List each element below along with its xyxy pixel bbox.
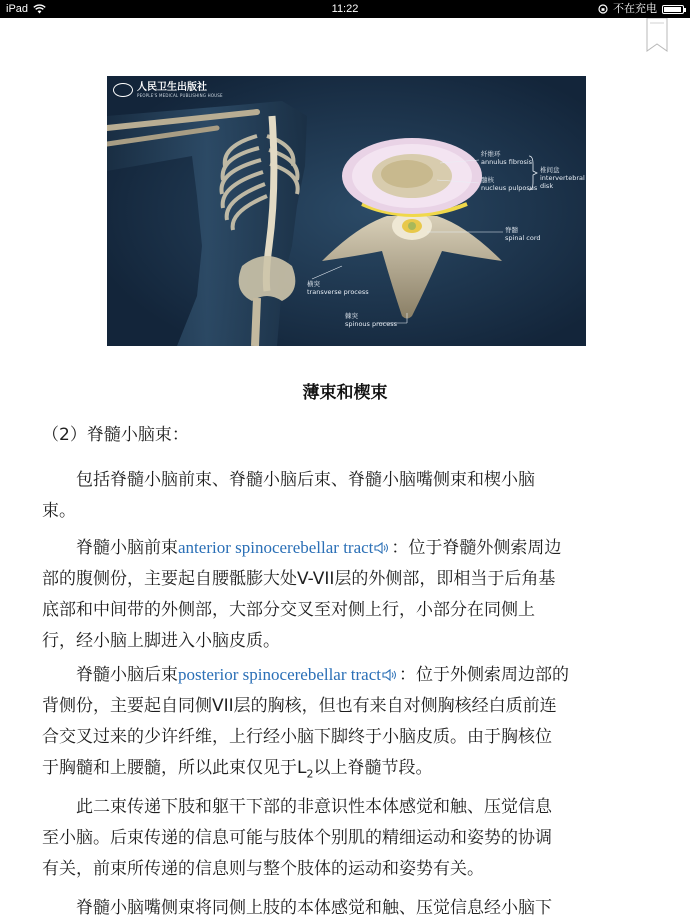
publisher-name-cn: 人民卫生出版社 (137, 82, 207, 93)
paragraph-5: 脊髓小脑嘴侧束将同侧上肢的本体感觉和触、压觉信息经小脑下 (76, 898, 552, 918)
publisher-emblem (113, 83, 133, 97)
speaker-icon[interactable] (382, 669, 398, 681)
paragraph-3: 脊髓小脑后束posterior spinocerebellar tract ：位于外侧索周边部的 背侧份，主要起自同侧VII层的胸核，但也有来自对侧胸核经白质前连 合交叉过来的少许纤维，上行经小脑下脚终于小脑皮质。由于胸核位 于胸髓和上腰髓，所以此束仅见于$L_2$以上脊髓节段。 (42, 665, 569, 781)
label-disk: 椎间盘 intervertebral disk (540, 166, 585, 190)
label-spinous-process: 棘突 spinous process (345, 312, 397, 328)
anatomy-figure[interactable] (107, 76, 586, 346)
clock: 11:22 (331, 3, 359, 15)
figure-caption: 薄束和楔束 (302, 383, 388, 403)
label-annulus: 纤维环 annulus fibrosis (481, 150, 533, 166)
section-heading: （2）脊髓小脑束： (42, 425, 189, 445)
speaker-icon[interactable] (374, 542, 390, 554)
paragraph-4: 此二束传递下肢和躯干下部的非意识性本体感觉和触、压觉信息 至小脑。后束传递的信息可能与肢体个别肌的精细运动和姿势的协调 有关，前束所传递的信息则与整个肢体的运动和姿势有关。 (42, 797, 552, 879)
spine-illustration (107, 76, 586, 346)
label-nucleus: 髓核 nucleus pulposus (481, 176, 538, 192)
publisher-name-en: PEOPLE'S MEDICAL PUBLISHING HOUSE (137, 93, 223, 98)
status-bar (0, 0, 690, 18)
orientation-lock-icon (598, 4, 608, 14)
label-spinal-cord: 脊髓 spinal cord (505, 226, 541, 242)
term-link-anterior[interactable]: anterior spinocerebellar tract (178, 538, 374, 557)
bookmark-icon[interactable] (646, 18, 668, 52)
term-link-posterior[interactable]: posterior spinocerebellar tract (178, 665, 381, 684)
charging-status: 不在充电 (613, 3, 657, 15)
publisher-logo (113, 82, 223, 98)
device-name: iPad (6, 3, 29, 15)
label-transverse-process: 横突 transverse process (307, 280, 369, 296)
battery-icon (662, 5, 684, 14)
paragraph-2: 脊髓小脑前束anterior spinocerebellar tract ：位于脊髓外侧索周边 部的腹侧份，主要起自腰骶膨大处V-VII层的外侧部，即相当于后角基 底部和中间带的外侧部，大部分交叉至对侧上行，小部分在同侧上 行，经小脑上脚进入小脑皮质。 (42, 538, 562, 651)
paragraph-1: 包括脊髓小脑前束、脊髓小脑后束、脊髓小脑嘴侧束和楔小脑 束。 (42, 470, 535, 521)
